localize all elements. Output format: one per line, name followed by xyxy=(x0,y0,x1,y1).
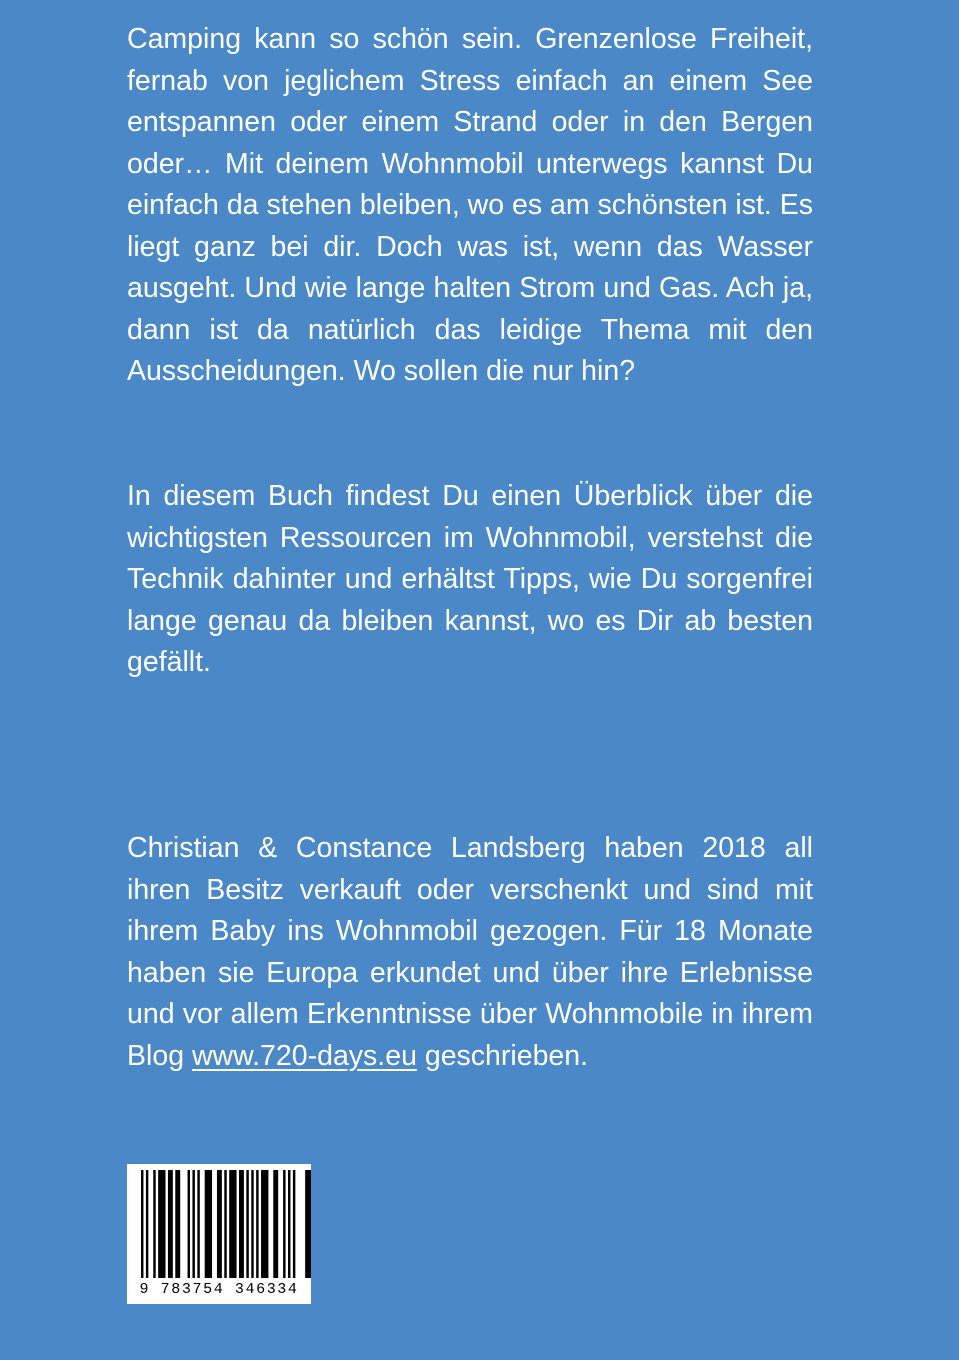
barcode-bar xyxy=(141,1170,143,1278)
barcode-bar xyxy=(217,1170,222,1278)
barcode-bar xyxy=(261,1170,268,1278)
blurb-paragraph-1: Camping kann so schön sein. Grenzenlose Freiheit, fernab von jeglichem Stress einfach an einem See entspannen oder einem Strand oder in den Bergen oder… Mit deinem Wohnmobil unterwegs kannst Du einfach da stehen bleiben, wo es am schönsten ist. Es liegt ganz bei dir. Doch was ist, wenn das Wasser ausgeht. Und wie lange halten Strom und Gas. Ach ja, dann ist da natürlich das leidige Thema mit den Ausscheidungen. Wo sollen die nur hin? xyxy=(127,23,813,387)
barcode-bar xyxy=(175,1170,180,1278)
barcode-bar xyxy=(256,1170,258,1278)
author-bio xyxy=(127,828,813,1077)
author-bio-text: Christian & Constance Landsberg haben 2018 all ihren Besitz verkauft oder verschenkt und sind mit ihrem Baby ins Wohnmobil gezogen. Für 18 Monate haben sie Europa erkundet und über ihre Erlebnisse und vor allem Erkenntnisse über Wohnmobile in ihrem Blog xyxy=(127,832,813,1072)
barcode xyxy=(127,1164,311,1304)
barcode-bar xyxy=(273,1170,278,1278)
barcode-bar xyxy=(168,1170,173,1278)
barcode-bar xyxy=(288,1170,290,1278)
barcode-bar xyxy=(305,1170,311,1278)
barcode-bar xyxy=(205,1170,212,1278)
barcode-bar xyxy=(146,1170,148,1278)
barcode-bar xyxy=(153,1170,155,1278)
barcode-bar xyxy=(192,1170,194,1278)
barcode-bar xyxy=(188,1170,190,1278)
blurb-paragraph-2: In diesem Buch findest Du einen Überblick über die wichtigsten Ressourcen im Wohnmobil, verstehst die Technik dahinter und erhältst Tipps, wie Du sorgenfrei lange genau da bleiben kannst, wo es Dir ab besten gefällt. xyxy=(127,480,813,678)
author-bio-end: geschrieben. xyxy=(424,1039,589,1072)
barcode-bar xyxy=(224,1170,226,1278)
barcode-bar xyxy=(197,1170,199,1278)
barcode-bar xyxy=(283,1170,285,1278)
barcode-bar xyxy=(293,1170,295,1278)
barcode-bar xyxy=(251,1170,253,1278)
blog-link[interactable]: www.720-days.eu xyxy=(191,1039,417,1072)
barcode-bar xyxy=(246,1170,248,1278)
barcode-bar xyxy=(229,1170,236,1278)
barcode-bars xyxy=(127,1164,311,1284)
barcode-bar xyxy=(239,1170,244,1278)
barcode-bar xyxy=(158,1170,165,1278)
barcode-digits: 9 783754 346334 xyxy=(139,1281,299,1298)
